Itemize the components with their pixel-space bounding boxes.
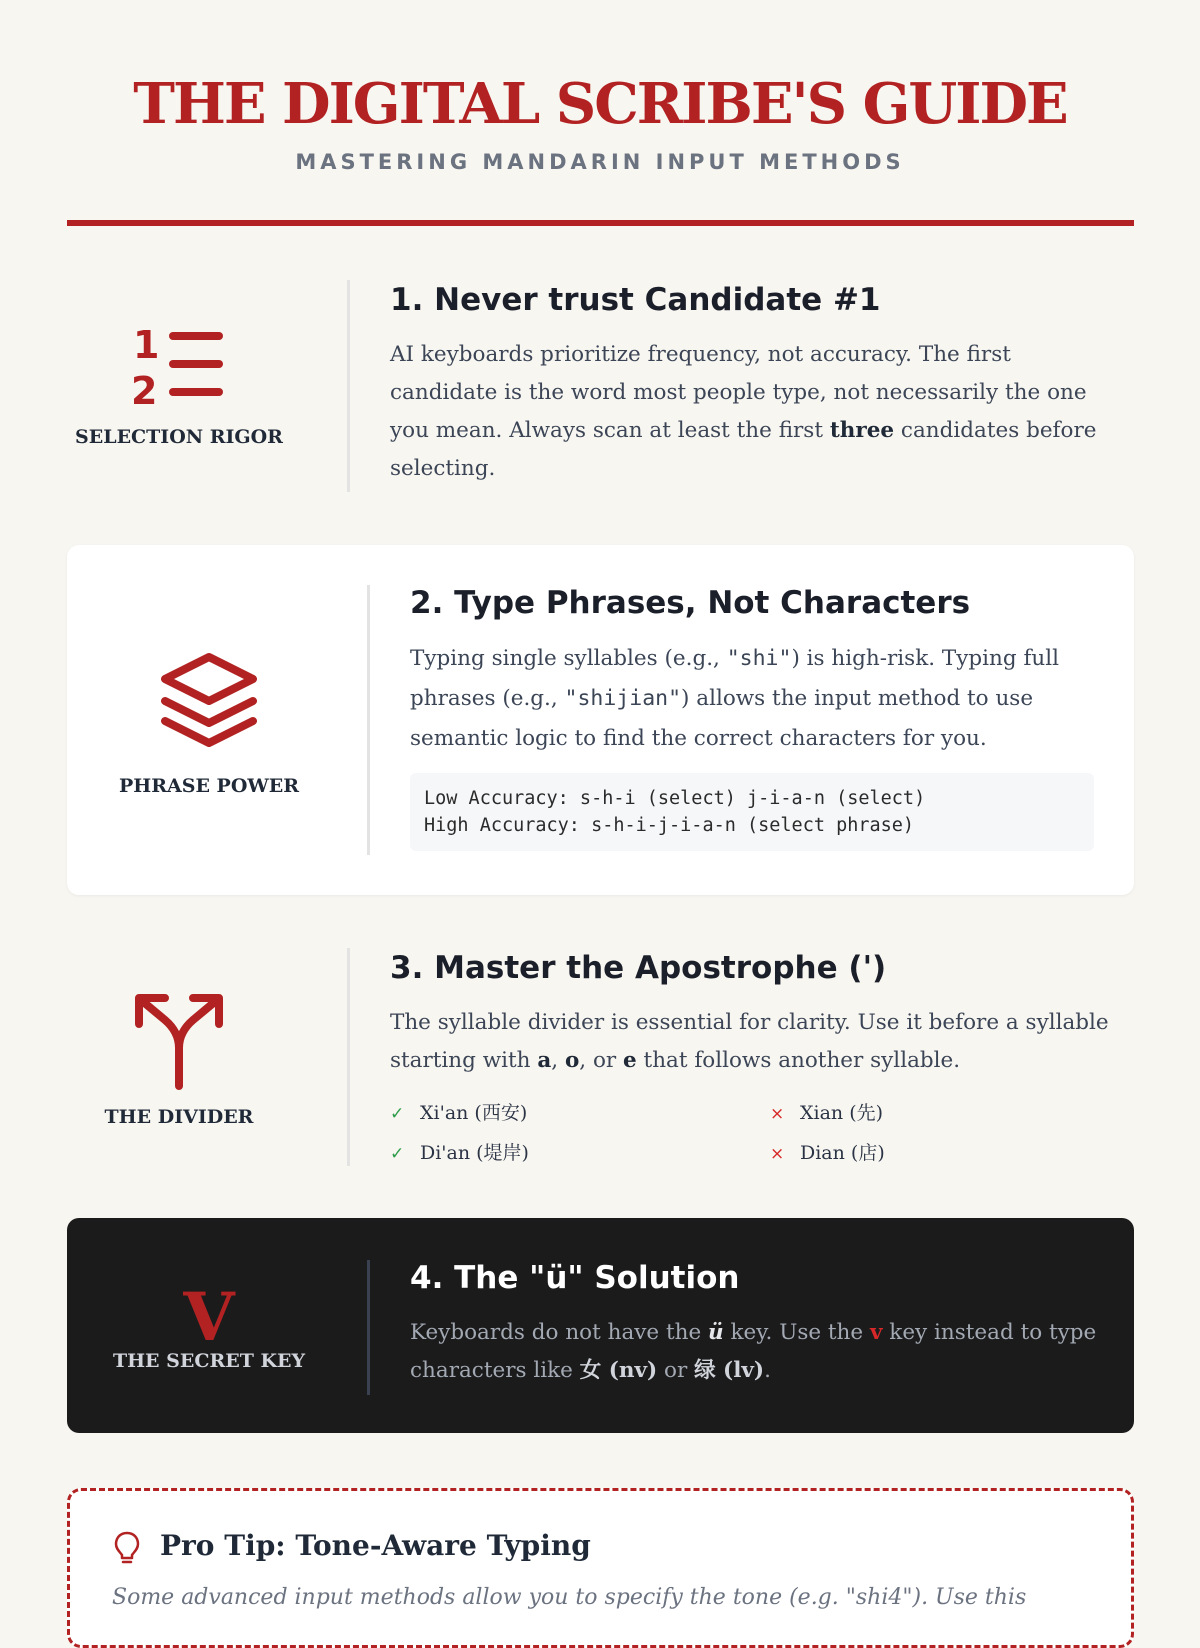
page-title: THE DIGITAL SCRIBE'S GUIDE — [133, 71, 1067, 137]
lightbulb-icon — [114, 1531, 140, 1567]
pro-tip-title: Pro Tip: Tone-Aware Typing — [160, 1529, 591, 1562]
code-line: Low Accuracy: s-h-i (select) j-i-a-n (select) — [424, 788, 926, 809]
v-letter-icon: V — [183, 1278, 235, 1356]
page-subtitle: MASTERING MANDARIN INPUT METHODS — [295, 150, 905, 174]
svg-text:1: 1 — [133, 323, 160, 367]
section-text: The syllable divider is essential for clarity. Use it before a syllable starting with a, o, or e that follows another syllable. — [390, 1010, 1109, 1073]
section-title: 1. Never trust Candidate #1 — [390, 282, 881, 318]
page-header — [0, 0, 1200, 174]
section-label: THE SECRET KEY — [112, 1350, 306, 1372]
header-divider — [67, 220, 1134, 226]
svg-text:2: 2 — [131, 369, 158, 408]
example-text: Xi'an (西安) — [420, 1102, 528, 1124]
section-icon-column — [67, 990, 291, 1128]
code-example — [410, 773, 1094, 851]
example-correct — [390, 1098, 527, 1125]
cross-icon: × — [770, 1144, 785, 1164]
example-incorrect — [770, 1138, 885, 1165]
section-secret-key — [67, 1218, 1134, 1433]
section-label: THE DIVIDER — [104, 1106, 254, 1128]
example-correct — [390, 1138, 529, 1165]
example-text: Dian (店) — [800, 1142, 885, 1164]
section-title: 4. The "ü" Solution — [410, 1260, 740, 1296]
layers-icon — [157, 649, 261, 753]
section-selection-rigor — [67, 280, 1134, 492]
numbered-list-icon — [129, 322, 229, 408]
section-text: AI keyboards prioritize frequency, not accuracy. The first candidate is the word most people type, not necessarily the one you mean. Always scan at least the first three candidates before selecting. — [390, 342, 1097, 481]
section-title: 2. Type Phrases, Not Characters — [410, 585, 971, 621]
section-text: Typing single syllables (e.g., "shi") is high-risk. Typing full phrases (e.g., "shijian") allows the input method to use semantic logic to find the correct characters for you. — [410, 646, 1060, 751]
section-phrase-power — [67, 545, 1134, 895]
cross-icon: × — [770, 1104, 785, 1124]
section-content — [390, 948, 1130, 1166]
section-icon-column — [67, 322, 291, 448]
example-text: Di'an (堤岸) — [420, 1142, 529, 1164]
section-icon-column — [97, 1278, 321, 1372]
check-icon: ✓ — [390, 1144, 405, 1164]
section-content — [410, 583, 1094, 851]
example-incorrect — [770, 1098, 883, 1125]
section-content — [410, 1258, 1100, 1390]
section-divider — [367, 585, 370, 855]
example-text: Xian (先) — [800, 1102, 884, 1124]
section-divider — [347, 948, 350, 1166]
section-text: Keyboards do not have the ü key. Use the v key instead to type characters like 女 (nv) or 绿 (lv). — [410, 1320, 1097, 1383]
split-arrow-icon — [129, 990, 229, 1090]
section-label: PHRASE POWER — [118, 775, 300, 797]
section-divider — [347, 280, 350, 492]
pro-tip-box — [67, 1488, 1134, 1648]
section-the-divider — [67, 948, 1134, 1166]
section-content — [390, 280, 1120, 488]
check-icon: ✓ — [390, 1104, 405, 1124]
code-line: High Accuracy: s-h-i-j-i-a-n (select phrase) — [424, 815, 915, 836]
pro-tip-text: Some advanced input methods allow you to specify the tone (e.g. "shi4"). Use this — [112, 1585, 1027, 1610]
section-title: 3. Master the Apostrophe (') — [390, 950, 887, 986]
section-divider — [367, 1260, 370, 1395]
section-icon-column — [97, 649, 321, 797]
section-label: SELECTION RIGOR — [75, 426, 283, 448]
